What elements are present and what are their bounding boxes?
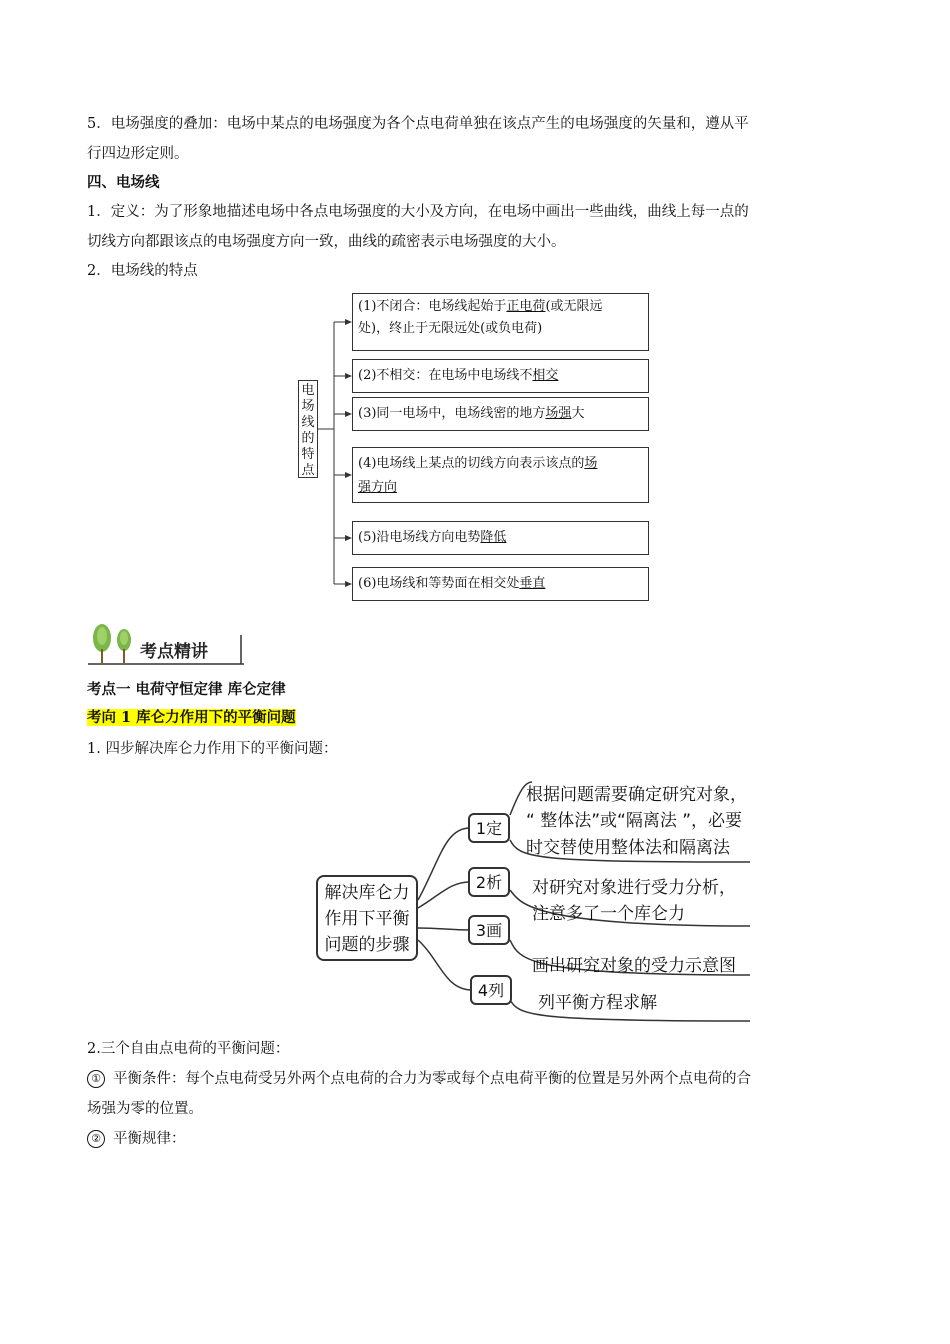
root-line: 作用下平衡 — [324, 909, 410, 929]
number-badge: ① — [87, 1070, 105, 1088]
item-underlined: 强方向 — [358, 480, 398, 495]
item-underlined: 场 — [584, 456, 598, 471]
paragraph-definition-line1: 1．定义：为了形象地描述电场中各点电场强度的大小及方向，在电场中画出一些曲线，曲线上每一点的 — [87, 204, 749, 220]
features-title: 2．电场线的特点 — [87, 263, 198, 279]
item-underlined: 场强 — [545, 406, 572, 421]
item-underlined: 正电荷 — [506, 299, 546, 314]
rule-line — [87, 1125, 867, 1153]
step-2-text: 注意多了一个库仑力 — [532, 904, 685, 924]
root-char: 点 — [301, 463, 315, 478]
banner-title: 考点精讲 — [140, 642, 208, 662]
item-text: (3)同一电场中，电场线密的地方 — [358, 406, 546, 421]
root-char: 的 — [301, 431, 315, 446]
step-1-text: “ 整体法”或“隔离法 ”，必要 — [526, 811, 743, 831]
rule-text: 平衡规律： — [113, 1131, 186, 1147]
step-1-box: 1定 — [468, 813, 510, 843]
paragraph-superposition-line2: 行四边形定则。 — [87, 146, 189, 162]
root-char: 线 — [301, 415, 315, 430]
item-text: (2)不相交：在电场中电场线不 — [358, 368, 533, 383]
item-text: (5)沿电场线方向电势 — [358, 530, 481, 545]
item-text: 大 — [571, 406, 585, 421]
condition-line1 — [87, 1065, 867, 1093]
root-line: 问题的步骤 — [324, 935, 410, 955]
step-3-box: 3画 — [468, 915, 510, 945]
number-badge: ② — [87, 1130, 105, 1148]
item-underlined: 垂直 — [519, 576, 546, 591]
step-2-box: 2析 — [468, 867, 510, 897]
step-1-text: 时交替使用整体法和隔离法 — [526, 838, 730, 858]
kaodian-title: 考点一 电荷守恒定律 库仑定律 — [87, 681, 286, 698]
item-text: (或无限远 — [545, 299, 603, 314]
steps-diagram-root — [316, 875, 418, 961]
item-text: (1)不闭合：电场线起始于 — [358, 299, 507, 314]
four-steps-title: 1. 四步解决库仑力作用下的平衡问题： — [87, 741, 338, 757]
root-char: 特 — [301, 447, 315, 462]
paragraph-superposition-line1: 5．电场强度的叠加：电场中某点的电场强度为各个点电荷单独在该点产生的电场强度的矢量和，遵从平 — [87, 116, 749, 132]
step-4-box: 4列 — [470, 975, 512, 1005]
item-underlined: 降低 — [480, 530, 507, 545]
three-charges-title: 2.三个自由点电荷的平衡问题： — [87, 1041, 290, 1057]
condition-text: 平衡条件：每个点电荷受另外两个点电荷的合力为零或每个点电荷平衡的位置是另外两个点电荷的合 — [113, 1071, 751, 1087]
kaoxiang-highlight: 考向 1 库仑力作用下的平衡问题 — [87, 709, 296, 726]
heading-field-lines: 四、电场线 — [87, 174, 160, 191]
root-char: 电 — [301, 383, 315, 398]
step-3-text: 画出研究对象的受力示意图 — [532, 956, 736, 976]
item-text: (4)电场线上某点的切线方向表示该点的 — [358, 456, 585, 471]
root-char: 场 — [301, 399, 315, 414]
root-line: 解决库仑力 — [324, 883, 410, 903]
step-4-text: 列平衡方程求解 — [538, 993, 657, 1013]
step-1-text: 根据问题需要确定研究对象， — [526, 785, 747, 805]
step-2-text: 对研究对象进行受力分析， — [532, 878, 736, 898]
item-underlined: 相交 — [532, 368, 559, 383]
condition-line2: 场强为零的位置。 — [87, 1101, 203, 1117]
item-text: (6)电场线和等势面在相交处 — [358, 576, 520, 591]
paragraph-definition-line2: 切线方向都跟该点的电场强度方向一致，曲线的疏密表示电场强度的大小。 — [87, 234, 566, 250]
item-text: 处)，终止于无限远处(或负电荷) — [358, 321, 543, 336]
